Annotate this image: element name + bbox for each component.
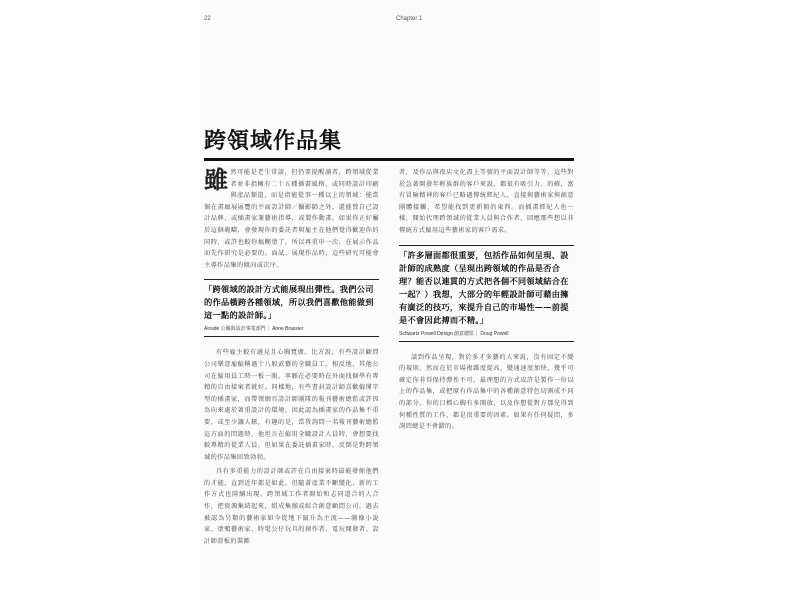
intro-paragraph	[204, 167, 379, 271]
book-page	[200, 0, 600, 600]
pull-quote-2-text: 「許多層面都很重要，包括作品如何呈現、設計師的成熟度（呈現出跨領域的作品是否合理？能否以連貫的方式把各個不同領域結合在一起？）我想，大部分的年輕設計師可藉由擁有廣泛的技巧，來提升自己的市場性——前提是不會因此搏而不精。」	[399, 249, 569, 325]
drop-cap: 雖	[204, 166, 229, 194]
body-paragraph: 者，及作品與夜店文化盡上等號的平面設計師等等，這些對於急著開發年輕族群的客戶來說，都很有吸引力。的確，富有冒險精神的客戶已略過傳統經紀人，直接與藝術家與創意團體接觸，希望能找到更新穎的東西。而插畫經紀人也一樣，開始代理跨領域的從業人員與合作者，回應那些想以非傳統方式僱用這些藝術家的客戶需求。	[399, 169, 574, 234]
body-paragraph: 有些雇主較有適見且心胸寬廣。比方說，有些設計顧問公司樂意雇僱稱過十八般武藝的全職員工，相反地，其他公司在僱用員工時一板一眼，寧願在必要時在外面找個學有專精的自由接案者就好。同樣地，有些書封設計師喜歡僱懂字型的插畫家，而帶領網頁設計師團隊的報刊藝術總監或許因為向來處於著重設計的環境，因此認為插畫家的作品集不重要，或至少讓人厭，有趣的是，當我詢問一名報刊藝術總監這方面的問題時，他坦言在僱用全職設計人員時，會想要找較專精的從業人員，但如果在委託插畫家時，反倒是對跨領域的作品集回致勃勃。	[204, 349, 379, 461]
body-paragraph: 談到作品呈現，對於多才多藝的人來說，沒有固定不變的規則。然而在於市場複雜度提高，變通速度加快，幾乎可確定你非得保持彈性不可。最理想的方式或許是製作一份以上的作品集，或把原有作品集中的各種創意特色切割成不同的部分。你的目標心胸有多開放，以及你想從對方那兒得到何種性質的工作，都是很重要的因素。如果有任何疑問，多詢問總是不會錯的。	[399, 353, 574, 431]
pull-quote-2-credit: Schwartz Powell Design 創意總監｜ Doug Powell	[399, 330, 509, 337]
intro-text: 然可能是老生常談，但仍要提醒讀者，跨領域從業者並非指擁有二十五種插畫風格，或同時設計印刷與產品類還，而是指能從事一種以上的領域：能當個在畫廊展展覽的平面設計師／攝影師之外，還能營自己設計品牌，或插畫家兼藝術指導，或製作動畫。如果你正好屬於這個範疇，會發現你的委託者與雇主在他們覺得歡迎你的同時，或許也較你搞糊塗了。所以再重申一次，在展示作品而先作研究是必要的。面試、展現作品時，這些研究可能會主導作品集的傾向或次序。	[204, 169, 379, 269]
pull-quote-1-credit: Airside 公關與設計事業部門｜ Anne Brassier	[204, 326, 304, 333]
pull-quote-1-text: 「跨領域的設計方式能展現出彈性。我們公司的作品橫跨各種領域，所以我們喜歡他能做到這一點的設計師。」	[204, 284, 374, 321]
left-column	[204, 167, 379, 550]
pull-quote-1	[204, 279, 379, 337]
chapter-label: Chapter 1	[396, 16, 423, 22]
right-column	[399, 167, 574, 436]
pull-quote-2	[399, 245, 574, 342]
page-number: 22	[204, 16, 211, 22]
body-paragraph: 具有多重能力的設計師或許在自由接案時最能發揮他們的才能，直到近年都是如此，但隨著產業不斷變化，新的工作方式也陸續出現。跨領域工作者開始和志同道合的人合作，把資源集結起來，組成集團或綜合創意顧問公司。過去被認為另類的藝術家如今從地下竄升為主流——圖像小說家、塗鴉藝術家、時髦公仔玩具的創作者、電玩開發者、設計師滑板的裝飾	[204, 468, 379, 545]
page-title: 跨領域作品集	[204, 129, 343, 154]
title-rule	[204, 158, 574, 161]
